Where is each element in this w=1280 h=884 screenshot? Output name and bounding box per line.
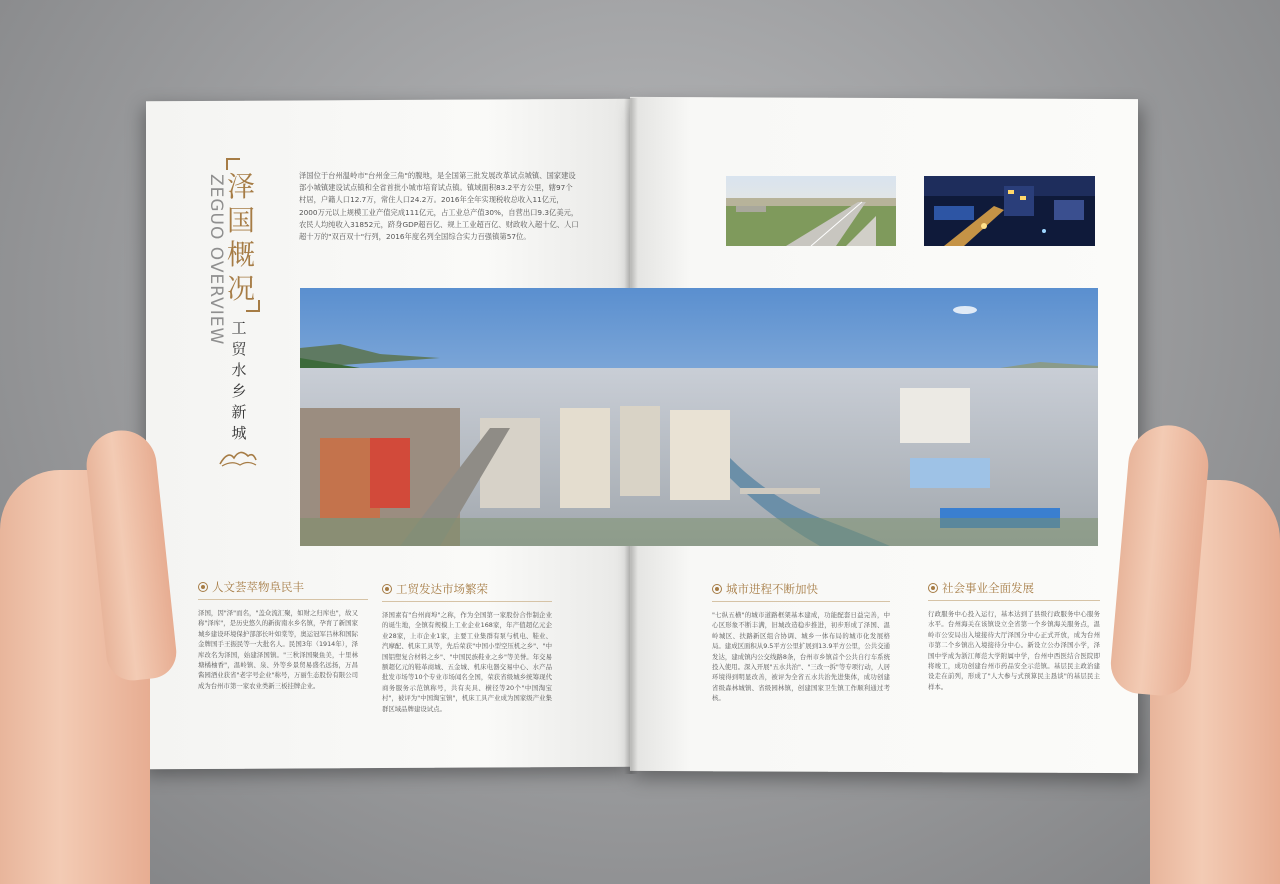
section-body: 泽国，因"泽"而名，"盖众流汇聚，如财之归库也"，故又称"泽库"，是历史悠久的新街南水乡名镇，孕育了新国家城乡建设环境保护部部长叶如棠等，奥运冠军吕林和国际金牌国手王振民等一大批名人。民国3年（1914年），泽库改名为泽国，始建泽国镇。"三秋泽国聚鱼美，十里林塘橘柚香"，温岭镇、泉、外等乡景贸易盛名远扬，万昌酱园酒业获省"老字号企业"称号，万丽生态股份有限公司成为台州市第一家农业类新三板挂牌企业。 [198,609,358,690]
bullet-icon [712,584,722,594]
section-society [928,580,1100,692]
bullet-icon [928,583,938,593]
intro-paragraph: 泽国位于台州温岭市"台州金三角"的腹地，是全国第三批发展改革试点城镇、国家建设部小城镇建设试点镇和全省首批小城市培育试点镇。镇域面积83.2平方公里，辖97个村居，户籍人口12.7万，常住人口24.2万。2016年全年实现税收总收入11亿元，2000万元以上规模工业产值完成111亿元，占工业总产值30%，自营出口9.3亿美元，农民人均纯收入31852元，跻身GDP超百亿、规上工业超百亿、财政收入超十亿、人口超十万的"双百双十"行列，2016年度名列全国综合实力百强镇第57位。 [299,171,579,242]
title-bracket-top [226,158,240,170]
section-heading: 社会事业全面发展 [942,581,1034,595]
section-urbanization [712,581,890,704]
mountain-wave-icon [218,446,258,468]
highway-photo [726,176,896,246]
title-bracket-bottom [246,300,260,312]
city-panorama-photo [300,288,1098,546]
slogan: 工贸水乡新城 [231,319,247,442]
bullet-icon [382,584,392,594]
section-heading: 人文荟萃物阜民丰 [212,580,304,594]
page-title-english: ZEGUO OVERVIEW [206,174,226,346]
bullet-icon [198,582,208,592]
night-city-photo [924,176,1095,246]
section-body: 行政服务中心投入运行，基本达到了县级行政服务中心服务水平。台州海关在该镇设立全省第一个乡镇海关服务点，温岭市公安局出入境接待大厅泽国分中心正式开放，成为台州市第二个乡镇出入境接待分中心。新设立公办泽国小学，泽国中学成为浙江师范大学附属中学，台州中西医结合医院即将竣工，成功创建台州市药品安全示范镇。基层民主政治建设走在前列，形成了"人大参与式预算民主恳谈"的基层民主样本。 [928,610,1100,691]
section-body: 泽国素有"台州商埠"之称，作为全国第一家股份合作制企业的诞生地，全镇有规模上工业企业168家，年产值超亿元企业28家，上市企业1家，主要工业集群有泵与机电、鞋业、汽摩配、机床工具等，先后荣获"中国小型空压机之乡"、"中国铝塑复合材料之乡"、"中国民族鞋业之乡"等美誉。年交易额超亿元的鞋革商城、五金城、机床电器交易中心、水产品批发市场等10个专业市场闻名全国，荣获省级城乡统筹现代商务服务示范镇称号，共有夹具、横径等20个"中国淘宝村"，被评为"中国淘宝镇"，机床工具产业成为国家级产业集群区域品牌建设试点。 [382,611,552,713]
section-heading: 城市进程不断加快 [726,582,818,596]
page-title: 泽国概况 [226,170,257,305]
section-industry [382,581,552,714]
section-culture [198,579,368,691]
section-body: "七纵五横"的城市道路框架基本建成，功能配套日益完善，中心区形象不断丰满，旧城改造稳步推进，初步形成了泽国、温岭城区、扶路新区组合协调、城乡一体布局的城市化发展格局。建成区面积从9.5平方公里扩展到13.9平方公里，公共交通发达，建成镇内公交线路8条，台州市乡镇首个公共自行车系统投入使用。深入开展"五水共治"、"三改一拆"等专项行动，人居环境得到明显改善，被评为全省五水共治先进集体，成功创建省级森林城镇、省级园林镇，创建国家卫生镇工作顺利通过考核。 [712,611,890,703]
section-heading: 工贸发达市场繁荣 [396,582,488,596]
